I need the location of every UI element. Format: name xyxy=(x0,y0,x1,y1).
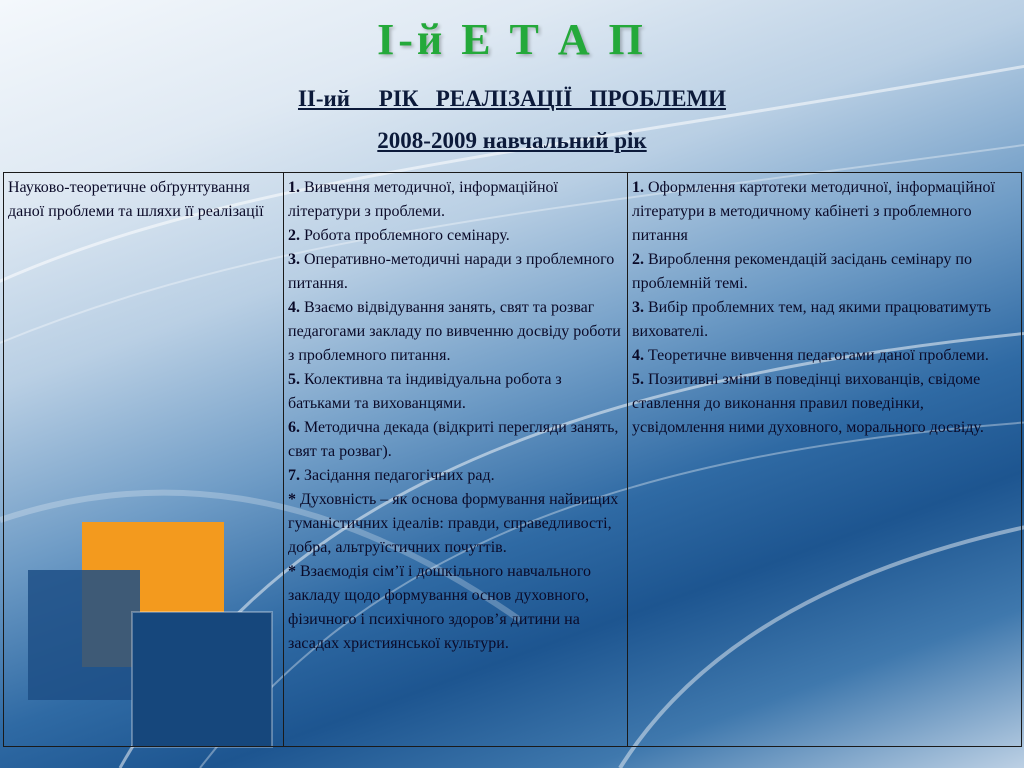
item-text: Оформлення картотеки методичної, інформаційної літератури в методичному кабінеті з проблемного питання xyxy=(632,179,995,244)
item-number: 5. xyxy=(632,371,644,388)
item-number: 3. xyxy=(288,251,300,268)
academic-year: 2008-2009 навчальний рік xyxy=(377,128,647,153)
justification-text: Науково-теоретичне обґрунтування даної проблеми та шляхи її реалізації xyxy=(8,179,264,220)
item-number: 7. xyxy=(288,467,300,484)
item-number: 5. xyxy=(288,371,300,388)
item-number: 1. xyxy=(632,179,644,196)
list-item xyxy=(288,248,623,296)
list-item xyxy=(288,488,623,560)
list-item xyxy=(288,416,623,464)
list-item xyxy=(632,344,1017,368)
item-text: Засідання педагогічних рад. xyxy=(300,467,495,484)
item-text: Оперативно-методичні наради з проблемного питання. xyxy=(288,251,615,292)
item-number: 4. xyxy=(288,299,300,316)
item-number: 6. xyxy=(288,419,300,436)
item-text: Взаємо відвідування занять, свят та розваг педагогами закладу по вивченню досвіду роботи з проблемного питання. xyxy=(288,299,621,364)
item-number: * xyxy=(288,491,296,508)
item-text: Робота проблемного семінару. xyxy=(300,227,510,244)
item-number: 1. xyxy=(288,179,300,196)
list-item xyxy=(288,368,623,416)
page-title: І-й Е Т А П xyxy=(377,15,647,64)
item-text: Взаємодія сім’ї і дошкільного навчального закладу щодо формування основ духовного, фізичного і психічного здоров’я дитини на засадах християнської культури. xyxy=(288,563,592,652)
list-item xyxy=(632,296,1017,344)
item-number: * xyxy=(288,563,296,580)
item-number: 2. xyxy=(288,227,300,244)
item-text: Теоретичне вивчення педагогами даної проблеми. xyxy=(644,347,989,364)
list-item xyxy=(288,560,623,656)
item-text: Позитивні зміни в поведінці вихованців, свідоме ставлення до виконання правил поведінки, усвідомлення ними духовного, морального досвіду. xyxy=(632,371,984,436)
item-text: Вироблення рекомендацій засідань семінару по проблемній темі. xyxy=(632,251,972,292)
stage-table xyxy=(3,172,1022,747)
column-justification xyxy=(4,173,284,747)
page-subtitle: ІІ-ий РІК РЕАЛІЗАЦІЇ ПРОБЛЕМИ xyxy=(297,86,727,111)
table-row xyxy=(4,173,1022,747)
item-text: Колективна та індивідуальна робота з батьками та вихованцями. xyxy=(288,371,562,412)
list-item xyxy=(288,464,623,488)
item-text: Вивчення методичної, інформаційної літератури з проблеми. xyxy=(288,179,558,220)
item-text: Методична декада (відкриті перегляди занять, свят та розваг). xyxy=(288,419,619,460)
item-number: 4. xyxy=(632,347,644,364)
list-item xyxy=(288,176,623,224)
list-item xyxy=(288,296,623,368)
column-activities xyxy=(284,173,628,747)
item-number: 3. xyxy=(632,299,644,316)
item-text: Вибір проблемних тем, над якими працюватимуть вихователі. xyxy=(632,299,992,340)
item-text: Духовність – як основа формування найвищих гуманістичних ідеалів: правди, справедливості, добра, альтруїстичних почуттів. xyxy=(288,491,619,556)
column-results xyxy=(628,173,1022,747)
list-item xyxy=(288,224,623,248)
list-item xyxy=(632,248,1017,296)
list-item xyxy=(632,368,1017,440)
item-number: 2. xyxy=(632,251,644,268)
list-item xyxy=(632,176,1017,248)
